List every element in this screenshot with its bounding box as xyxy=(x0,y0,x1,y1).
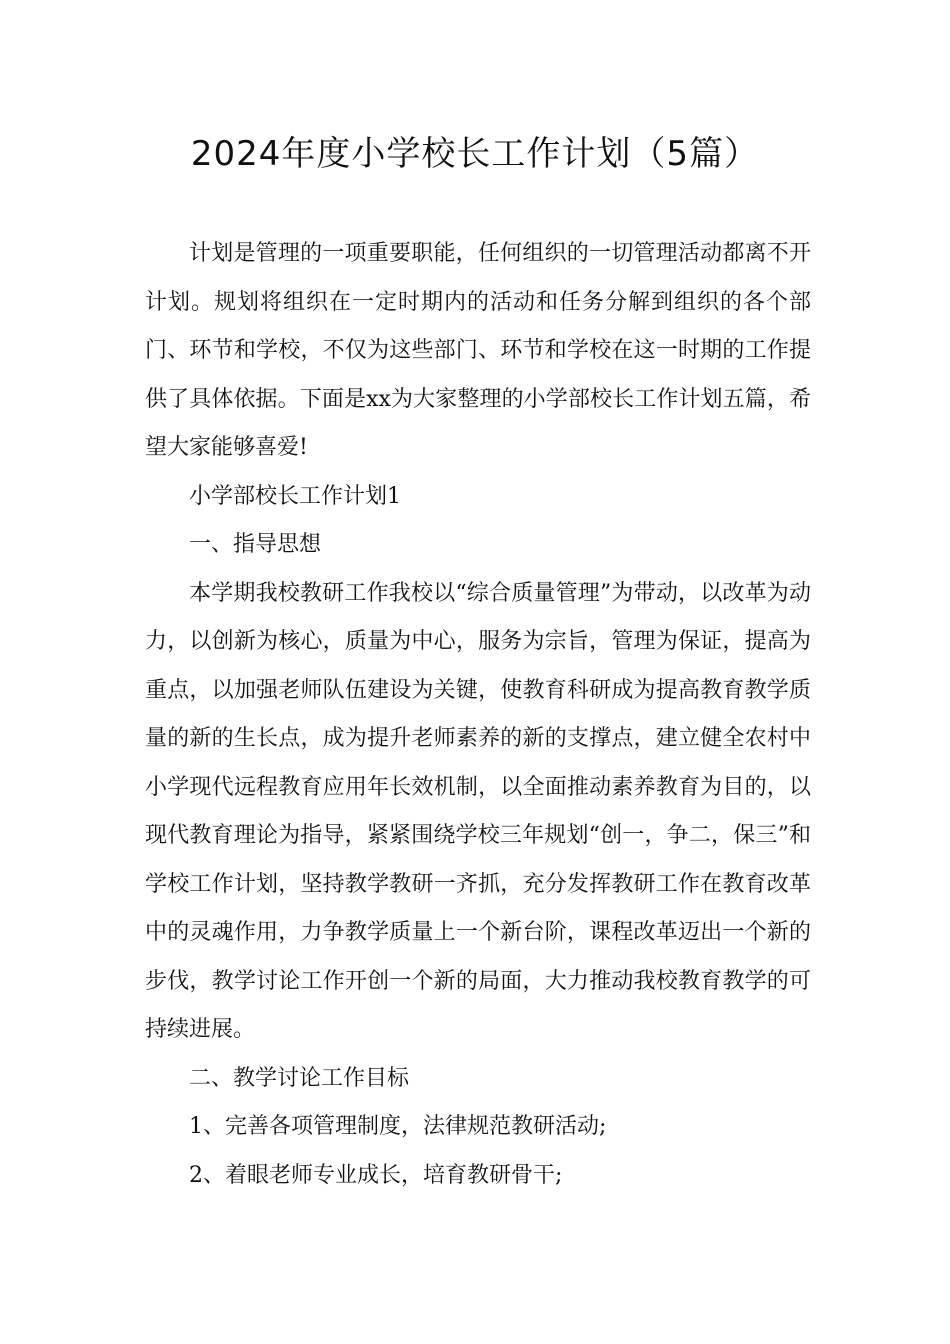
guiding-thought-paragraph: 本学期我校教研工作我校以“综合质量管理”为带动，以改革为动力，以创新为核心，质量为中心，服务为宗旨，管理为保证，提高为重点，以加强老师队伍建设为关键，使教育科研成为提高教育教学质量的新的生长点，成为提升老师素养的新的支撑点，建立健全农村中小学现代远程教育应用年长效机制，以全面推动素养教育为目的，以现代教育理论为指导，紧紧围绕学校三年规划“创一，争二，保三”和学校工作计划，坚持教学教研一齐抓，充分发挥教研工作在教育改革中的灵魂作用，力争教学质量上一个新台阶，课程改革迈出一个新的步伐，教学讨论工作开创一个新的局面，大力推动我校教育教学的可持续进展。 xyxy=(145,580,811,1042)
heading-guiding-thought: 一、指导思想 xyxy=(189,532,322,557)
goal-item-2: 2、着眼老师专业成长，培育教研骨干; xyxy=(189,1162,563,1188)
document-body xyxy=(145,230,811,1200)
document-title: 2024年度小学校长工作计划（5篇） xyxy=(190,134,760,174)
intro-paragraph: 计划是管理的一项重要职能，任何组织的一切管理活动都离不开计划。规划将组织在一定时期内的活动和任务分解到组织的各个部门、环节和学校，不仅为这些部门、环节和学校在这一时期的工作提供了具体依据。下面是xx为大家整理的小学部校长工作计划五篇，希望大家能够喜爱! xyxy=(145,241,811,460)
heading-research-goals: 二、教学讨论工作目标 xyxy=(189,1065,410,1091)
goal-item-1: 1、完善各项管理制度，法律规范教研活动; xyxy=(189,1114,607,1139)
section-title: 小学部校长工作计划1 xyxy=(189,483,401,509)
